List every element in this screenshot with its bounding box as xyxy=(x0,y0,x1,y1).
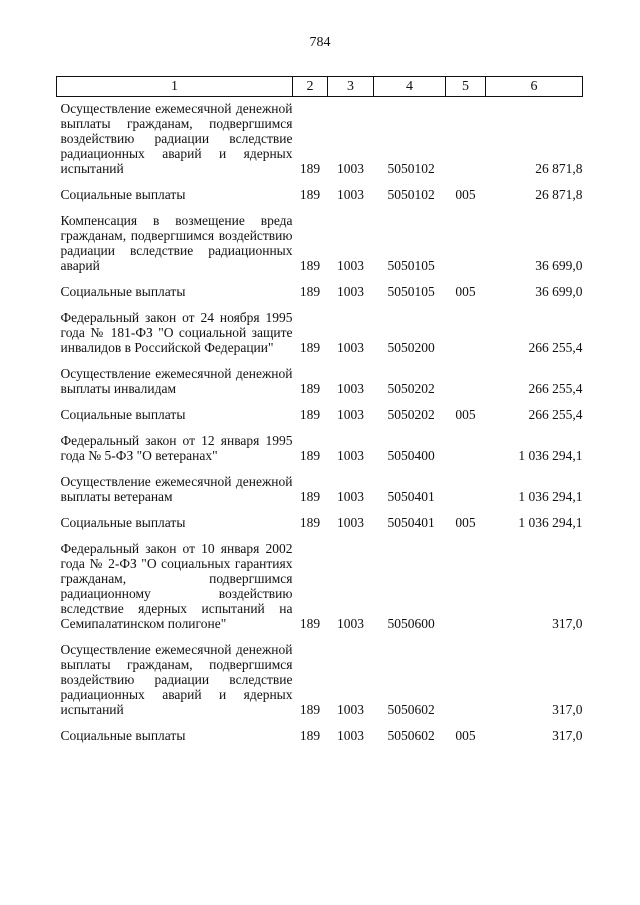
budget-table xyxy=(56,76,583,743)
row-col-2: 189 xyxy=(299,284,321,299)
page-number: 784 xyxy=(309,35,331,50)
row-col-5: 005 xyxy=(455,407,476,422)
row-name: Осуществление ежемесячной денежной выплаты инвалидам xyxy=(60,366,293,396)
row-amount: 266 255,4 xyxy=(528,381,583,396)
row-col-4: 5050602 xyxy=(387,728,435,743)
row-amount: 317,0 xyxy=(552,728,583,743)
row-col-3: 1003 xyxy=(337,702,364,717)
row-name: Социальные выплаты xyxy=(60,187,186,202)
row-col-4: 5050602 xyxy=(387,702,435,717)
row-col-2: 189 xyxy=(299,728,321,743)
row-col-2: 189 xyxy=(299,448,321,463)
header-col-2: 2 xyxy=(293,77,328,97)
row-name: Федеральный закон от 12 января 1995 года № 5-ФЗ "О ветеранах" xyxy=(60,433,293,463)
row-amount: 317,0 xyxy=(552,702,583,717)
row-col-4: 5050102 xyxy=(387,187,435,202)
header-col-5: 5 xyxy=(446,77,486,97)
table-row xyxy=(57,355,583,396)
row-col-4: 5050202 xyxy=(387,381,435,396)
table-body xyxy=(57,97,583,744)
row-name: Осуществление ежемесячной денежной выплаты гражданам, подвергшимся воздействию радиации вследствие радиационных аварий и ядерных испытаний xyxy=(60,101,293,176)
row-col-4: 5050102 xyxy=(387,161,435,176)
row-name: Социальные выплаты xyxy=(60,515,186,530)
row-col-5 xyxy=(446,422,486,463)
row-col-5 xyxy=(446,299,486,355)
row-col-3: 1003 xyxy=(337,616,364,631)
row-col-3: 1003 xyxy=(337,284,364,299)
row-name: Осуществление ежемесячной денежной выплаты ветеранам xyxy=(60,474,293,504)
row-col-5 xyxy=(446,530,486,631)
row-col-5: 005 xyxy=(455,187,476,202)
row-col-4: 5050202 xyxy=(387,407,435,422)
row-col-2: 189 xyxy=(299,616,321,631)
row-name: Компенсация в возмещение вреда гражданам, подвергшимся воздействию радиации вследствие радиационных аварий xyxy=(60,213,293,273)
row-name: Федеральный закон от 10 января 2002 года № 2-ФЗ "О социальных гарантиях гражданам, подвергшимся радиационному воздействию вследствие ядерных испытаний на Семипалатинском полигоне" xyxy=(60,541,293,631)
header-col-4: 4 xyxy=(374,77,446,97)
table-row xyxy=(57,97,583,177)
row-col-2: 189 xyxy=(299,381,321,396)
row-col-2: 189 xyxy=(299,187,321,202)
row-amount: 317,0 xyxy=(552,616,583,631)
table-row xyxy=(57,202,583,273)
row-col-5 xyxy=(446,463,486,504)
row-col-5 xyxy=(446,631,486,717)
table-row xyxy=(57,504,583,530)
row-col-2: 189 xyxy=(299,258,321,273)
header-col-1: 1 xyxy=(57,77,293,97)
table-row xyxy=(57,530,583,631)
row-name: Осуществление ежемесячной денежной выплаты гражданам, подвергшимся воздействию радиации вследствие радиационных аварий и ядерных испытаний xyxy=(60,642,293,717)
table-row xyxy=(57,176,583,202)
row-col-3: 1003 xyxy=(337,728,364,743)
row-col-3: 1003 xyxy=(337,381,364,396)
row-name: Социальные выплаты xyxy=(60,728,186,743)
table-header-row xyxy=(57,77,583,97)
row-col-5 xyxy=(446,202,486,273)
row-amount: 266 255,4 xyxy=(528,340,583,355)
row-col-2: 189 xyxy=(299,515,321,530)
row-amount: 26 871,8 xyxy=(535,161,583,176)
row-col-4: 5050105 xyxy=(387,258,435,273)
table-row xyxy=(57,422,583,463)
table-row xyxy=(57,273,583,299)
row-col-4: 5050401 xyxy=(387,515,435,530)
row-col-4: 5050600 xyxy=(387,616,435,631)
row-col-5: 005 xyxy=(455,515,476,530)
row-col-2: 189 xyxy=(299,340,321,355)
row-col-4: 5050105 xyxy=(387,284,435,299)
row-col-4: 5050200 xyxy=(387,340,435,355)
row-col-3: 1003 xyxy=(337,258,364,273)
row-amount: 1 036 294,1 xyxy=(518,448,583,463)
row-name: Социальные выплаты xyxy=(60,407,186,422)
row-name: Социальные выплаты xyxy=(60,284,186,299)
row-col-2: 189 xyxy=(299,702,321,717)
table-row xyxy=(57,463,583,504)
table-row xyxy=(57,299,583,355)
row-col-3: 1003 xyxy=(337,489,364,504)
row-col-5 xyxy=(446,97,486,177)
table-row xyxy=(57,631,583,717)
table-row xyxy=(57,396,583,422)
row-col-5: 005 xyxy=(455,284,476,299)
row-amount: 36 699,0 xyxy=(535,258,583,273)
row-amount: 266 255,4 xyxy=(528,407,583,422)
row-name: Федеральный закон от 24 ноября 1995 года № 181-ФЗ "О социальной защите инвалидов в Российской Федерации" xyxy=(60,310,293,355)
row-col-2: 189 xyxy=(299,161,321,176)
row-col-3: 1003 xyxy=(337,161,364,176)
row-amount: 1 036 294,1 xyxy=(518,515,583,530)
header-col-3: 3 xyxy=(328,77,374,97)
row-col-3: 1003 xyxy=(337,340,364,355)
row-col-4: 5050400 xyxy=(387,448,435,463)
row-col-5: 005 xyxy=(455,728,476,743)
row-col-3: 1003 xyxy=(337,187,364,202)
header-col-6: 6 xyxy=(486,77,583,97)
row-col-3: 1003 xyxy=(337,407,364,422)
table-row xyxy=(57,717,583,743)
row-col-3: 1003 xyxy=(337,448,364,463)
row-amount: 26 871,8 xyxy=(535,187,583,202)
row-col-2: 189 xyxy=(299,407,321,422)
row-col-4: 5050401 xyxy=(387,489,435,504)
row-amount: 36 699,0 xyxy=(535,284,583,299)
row-amount: 1 036 294,1 xyxy=(518,489,583,504)
row-col-2: 189 xyxy=(299,489,321,504)
row-col-5 xyxy=(446,355,486,396)
row-col-3: 1003 xyxy=(337,515,364,530)
